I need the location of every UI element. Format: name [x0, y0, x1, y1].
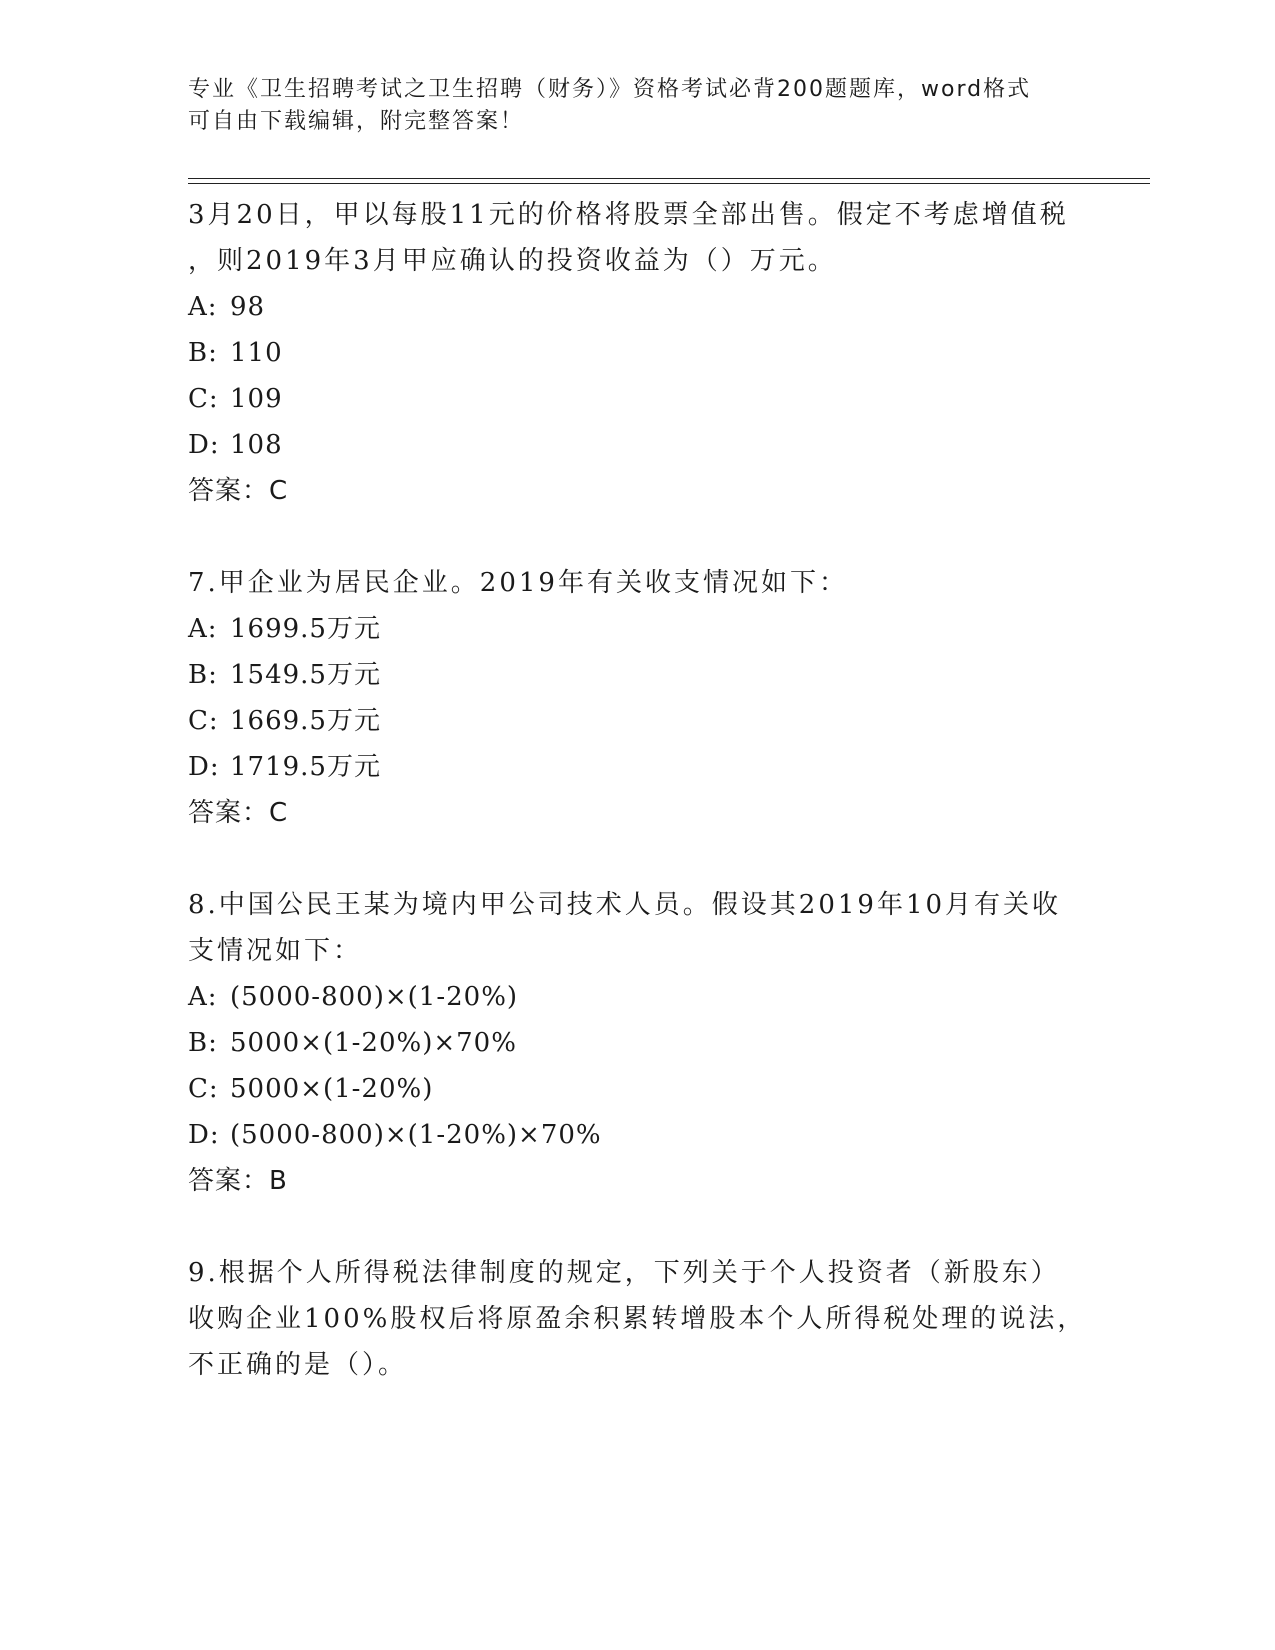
question-stem-line: 7.甲企业为居民企业。2019年有关收支情况如下：: [188, 568, 848, 598]
option-label: C:: [188, 384, 219, 414]
option-d: [188, 422, 1108, 468]
option-c: [188, 698, 1108, 744]
option-text: 1549.5万元: [230, 660, 381, 690]
question-block: [188, 560, 1108, 836]
option-d: [188, 1112, 1108, 1158]
option-label: D:: [188, 1120, 220, 1150]
option-label: A:: [188, 614, 218, 644]
option-label: B:: [188, 1028, 218, 1058]
option-text: (5000-800)×(1-20%): [230, 982, 519, 1012]
option-text: 109: [230, 384, 283, 414]
option-text: 108: [230, 430, 283, 460]
question-stem-line: ，则2019年3月甲应确认的投资收益为（）万元。: [188, 246, 837, 276]
option-label: A:: [188, 982, 218, 1012]
option-a: [188, 974, 1108, 1020]
option-label: B:: [188, 338, 218, 368]
option-c: [188, 1066, 1108, 1112]
header-line-1: 专业《卫生招聘考试之卫生招聘（财务）》资格考试必背200题题库，word格式: [188, 77, 1032, 102]
option-label: A:: [188, 292, 218, 322]
option-label: C:: [188, 1074, 219, 1104]
question-stem-line: 9.根据个人所得税法律制度的规定，下列关于个人投资者（新股东）: [188, 1258, 1060, 1288]
question-block: [188, 192, 1108, 514]
question-block: [188, 1250, 1108, 1388]
option-text: (5000-800)×(1-20%)×70%: [230, 1120, 602, 1150]
option-text: 1699.5万元: [230, 614, 381, 644]
option-text: 1669.5万元: [230, 706, 381, 736]
option-d: [188, 744, 1108, 790]
question-block: [188, 882, 1108, 1204]
question-stem-line: 3月20日，甲以每股11元的价格将股票全部出售。假定不考虑增值税: [188, 200, 1069, 230]
option-text: 98: [230, 292, 266, 322]
option-a: [188, 606, 1108, 652]
option-a: [188, 284, 1108, 330]
option-label: C:: [188, 706, 219, 736]
header-rule-top: [188, 178, 1150, 179]
document-header: [188, 74, 1088, 138]
option-text: 1719.5万元: [230, 752, 381, 782]
option-b: [188, 652, 1108, 698]
question-list: [188, 192, 1108, 1388]
option-c: [188, 376, 1108, 422]
question-stem-line: 收购企业100%股权后将原盈余积累转增股本个人所得税处理的说法，: [188, 1304, 1087, 1334]
option-b: [188, 330, 1108, 376]
question-stem-line: 不正确的是（）。: [188, 1350, 408, 1380]
header-line-2: 可自由下载编辑，附完整答案！: [188, 109, 525, 134]
option-label: D:: [188, 752, 220, 782]
answer-line: 答案：C: [188, 798, 289, 828]
option-text: 110: [230, 338, 283, 368]
answer-line: 答案：C: [188, 476, 289, 506]
option-text: 5000×(1-20%): [230, 1074, 434, 1104]
option-text: 5000×(1-20%)×70%: [230, 1028, 517, 1058]
option-label: D:: [188, 430, 220, 460]
answer-line: 答案：B: [188, 1166, 288, 1196]
option-label: B:: [188, 660, 218, 690]
option-b: [188, 1020, 1108, 1066]
header-rule-bottom: [188, 183, 1150, 184]
question-stem-line: 8.中国公民王某为境内甲公司技术人员。假设其2019年10月有关收: [188, 890, 1062, 920]
question-stem-line: 支情况如下：: [188, 936, 363, 966]
